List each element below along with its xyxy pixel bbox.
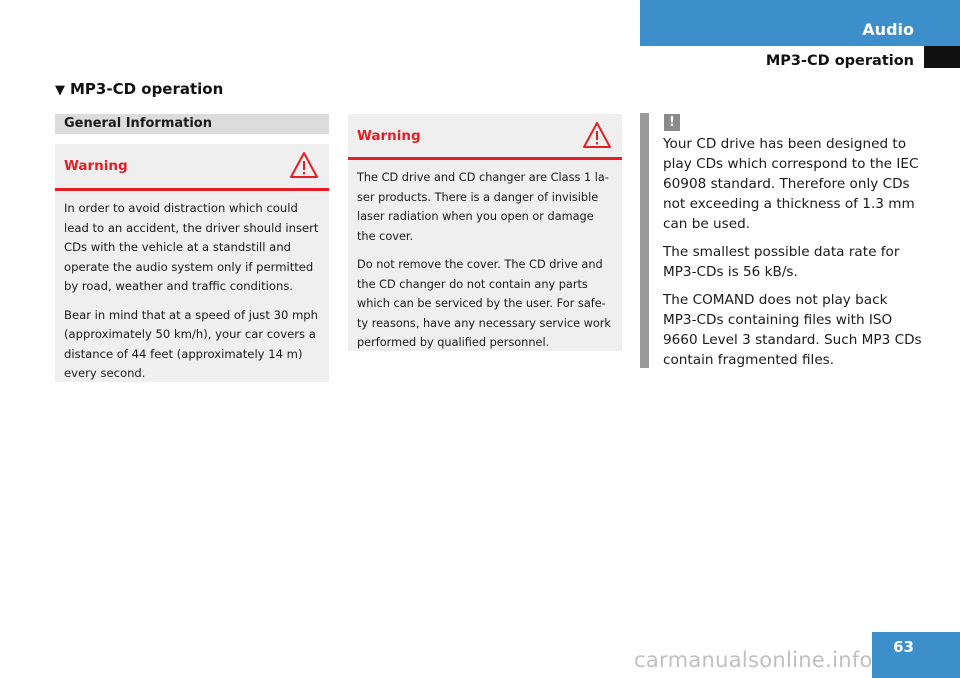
note-text bbox=[663, 134, 923, 378]
warning-box-laser bbox=[348, 114, 622, 351]
warning-paragraph: The CD drive and CD changer are Class 1 la-ser products. There is a danger of invisible laser radiation when you open or damage the cover. bbox=[357, 171, 609, 243]
page-number: 63 bbox=[893, 638, 914, 656]
page-subtitle: MP3-CD operation bbox=[765, 53, 914, 69]
chapter-tab bbox=[640, 0, 960, 46]
warning-label: Warning bbox=[64, 158, 128, 174]
warning-header bbox=[55, 144, 329, 191]
watermark: carmanualsonline.info bbox=[634, 648, 873, 672]
warning-paragraph: In order to avoid distraction which could lead to an accident, the driver should insert CDs with the vehicle at a standstill and operate the audio system only if permitted by road, weather and traffic conditions. bbox=[64, 201, 319, 293]
page-number-tab bbox=[872, 632, 960, 678]
header-marker-block bbox=[924, 46, 960, 68]
chapter-title: Audio bbox=[862, 20, 914, 39]
warning-label: Warning bbox=[357, 128, 421, 144]
warning-body bbox=[55, 191, 329, 399]
note-exclamation-icon: ! bbox=[664, 114, 680, 131]
warning-paragraph: Bear in mind that at a speed of just 30 mph (approximately 50 km/h), your car covers a distance of 44 feet (approximately 14 m) every second. bbox=[64, 307, 319, 380]
note-paragraph: Your CD drive has been designed to play CDs which correspond to the IEC 60908 standard. Therefore only CDs not exceeding a thickness of 1.3 mm can be used. bbox=[663, 136, 919, 232]
warning-triangle-icon bbox=[289, 150, 319, 180]
warning-triangle-icon bbox=[582, 120, 612, 150]
warning-box-driving bbox=[55, 144, 329, 382]
note-paragraph: The smallest possible data rate for MP3-CDs is 56 kB/s. bbox=[663, 244, 900, 280]
triangle-marker-icon: ▼ bbox=[55, 83, 65, 98]
warning-paragraph: Do not remove the cover. The CD drive and the CD changer do not contain any parts which can be serviced by the user. For safe-ty reasons, have any necessary service work performed by qualified personnel. bbox=[357, 258, 611, 349]
section-title: MP3-CD operation bbox=[70, 80, 224, 98]
warning-body bbox=[348, 160, 622, 368]
note-paragraph: The COMAND does not play back MP3-CDs containing files with ISO 9660 Level 3 standard. Such MP3 CDs contain fragmented files. bbox=[663, 292, 922, 368]
section-heading bbox=[55, 80, 223, 98]
note-side-bar bbox=[640, 113, 649, 368]
warning-header bbox=[348, 114, 622, 160]
general-information-title: General Information bbox=[64, 116, 212, 131]
general-information-header bbox=[55, 114, 329, 134]
